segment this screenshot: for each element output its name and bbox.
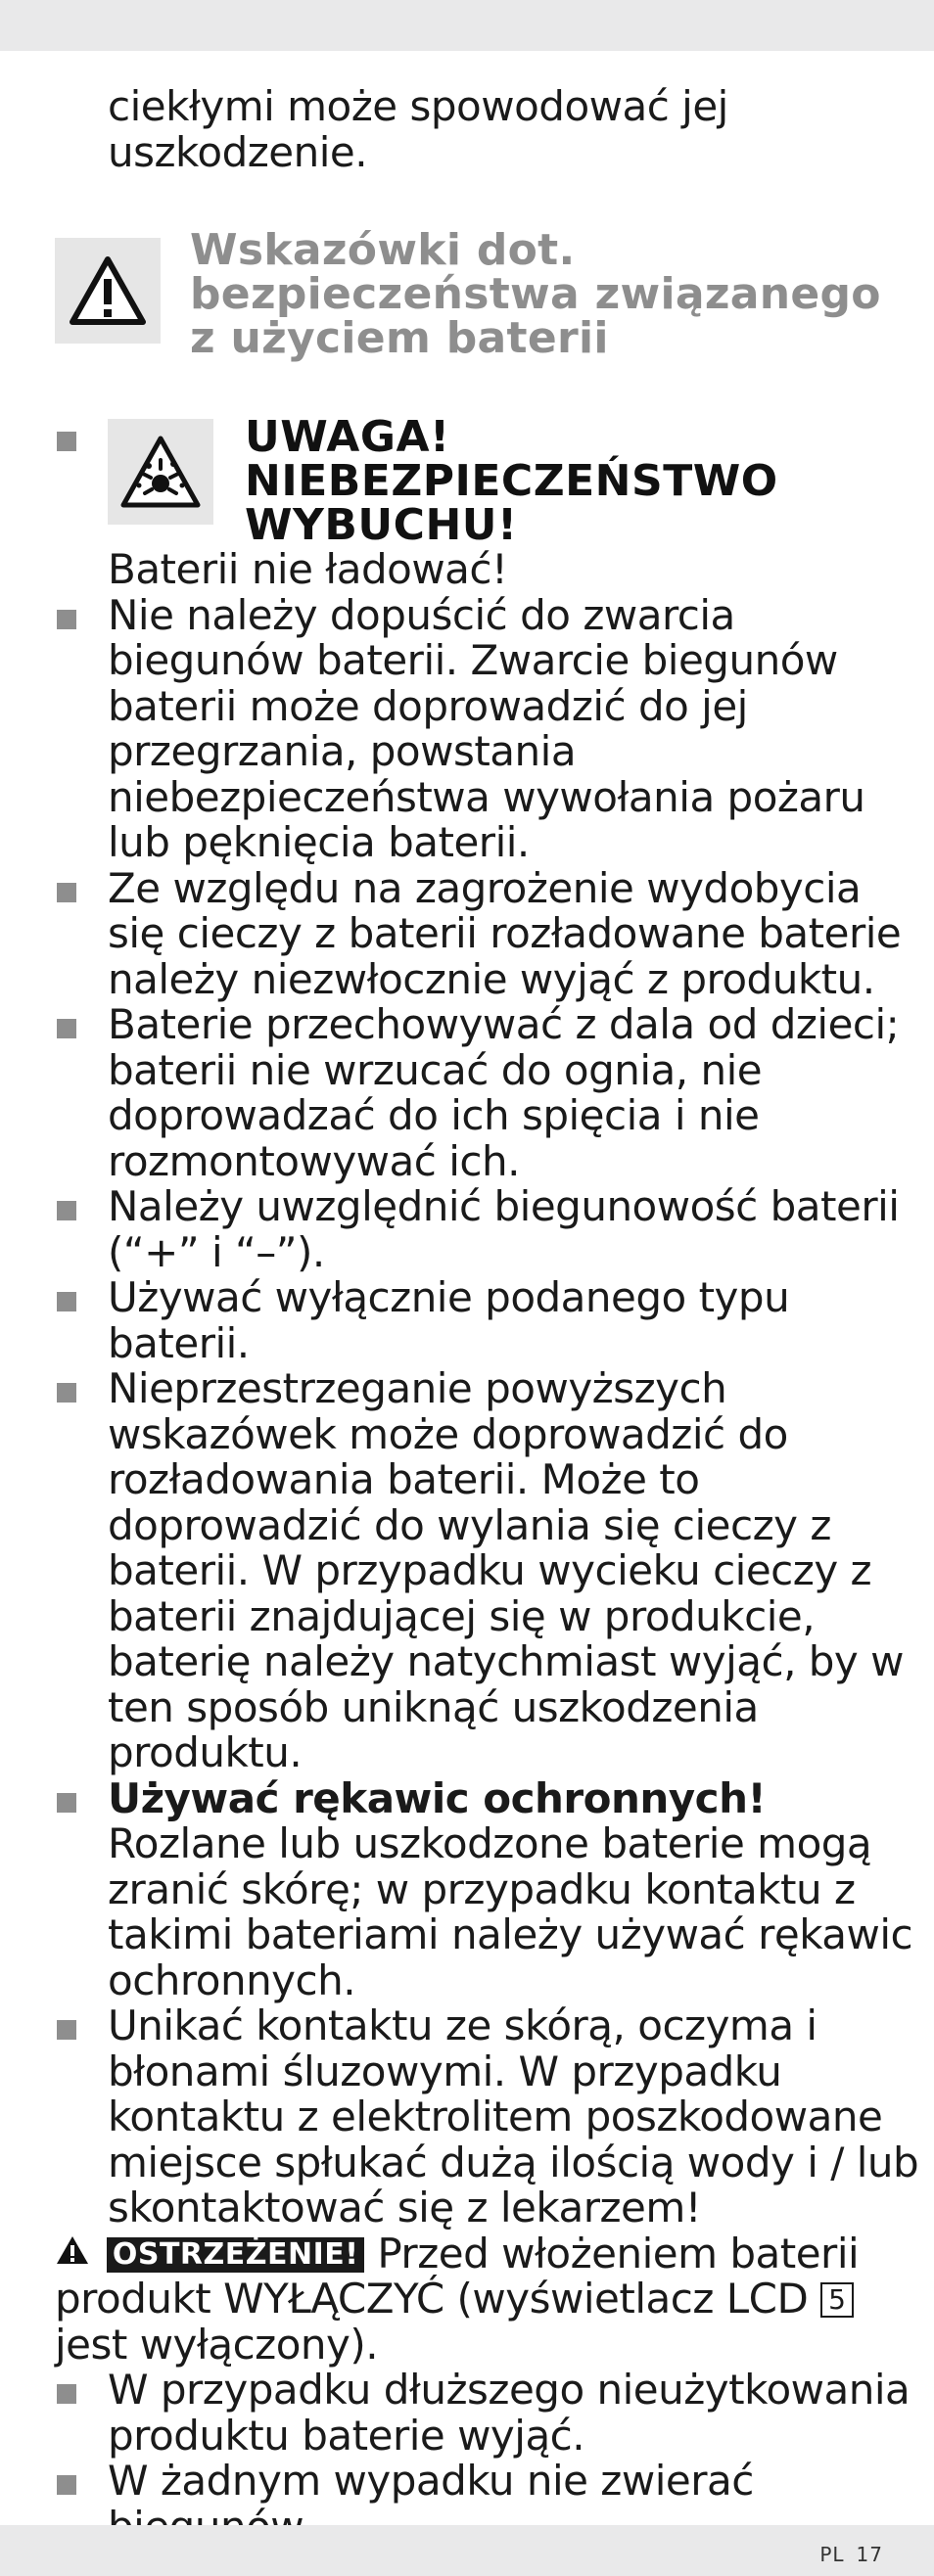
list-item: Baterie przechowywać z dala od dzieci; baterii nie wrzucać do ognia, nie doprowadzać do ich spięcia i nie rozmontowywać ich. [0,1002,934,1184]
danger-heading [108,412,934,550]
top-band [0,0,934,51]
bullet-square-icon [57,883,76,902]
list-item: W żadnym wypadku nie zwierać [0,2459,934,2550]
list-item-gloves: Używać rękawic ochronnych! Rozlane lub uszkodzone baterie mogą zranić skórę; w przypadku kontaktu z takimi bateriami należy używać rękawic ochronnych. [0,1776,934,2004]
gloves-title: Używać rękawic ochronnych! [108,1773,767,1822]
bottom-band [0,2525,934,2576]
bullet-square-icon [57,1292,76,1311]
explosion-hazard-icon [108,419,213,525]
warning-paragraph: OSTRZEŻENIE! Przed włożeniem baterii produkt WYŁĄCZYĆ (wyświetlacz LCD 5 jest wyłączony). [55,2229,860,2369]
list-item: Nie należy dopuścić do zwarcia biegunów baterii. Zwarcie biegunów baterii może doprowadzić do jej przegrzania, powstania niebezpieczeństwa wywołania pożaru lub pęknięcia baterii. [0,593,934,866]
section-heading [0,225,934,363]
language-code: PL [819,2543,845,2566]
list-item: W przypadku dłuższego nieużytkowania produktu baterie wyjąć. [0,2368,934,2459]
reference-number: 5 [820,2282,853,2318]
page-number [819,2543,883,2566]
bullet-square-icon [57,610,76,629]
bullet-square-icon [57,432,76,451]
warning-triangle-icon [55,2236,90,2268]
list-item: Należy uwzględnić biegunowość baterii (“+” i “–”). [0,1184,934,1275]
intro-paragraph: ciekłymi może spowodować jej uszkodzenie. [108,82,728,176]
bullet-square-icon [57,2020,76,2040]
list-item: Używać wyłącznie podanego typu baterii. [0,1275,934,1366]
bullet-square-icon [57,2384,76,2404]
warning-label: OSTRZEŻENIE! [107,2237,365,2273]
list-item: Ze względu na zagrożenie wydobycia się cieczy z baterii rozładowane baterie należy niezwłocznie wyjąć z produktu. [0,866,934,1003]
list-item-danger [0,412,934,593]
danger-text: Baterii nie ładować! [108,545,508,593]
warning-triangle-icon [55,238,161,344]
bullet-square-icon [57,2475,76,2495]
danger-title: UWAGA! NIEBEZPIECZEŃSTWO WYBUCHU! [245,412,778,550]
list-item: Unikać kontaktu ze skórą, oczyma i błonami śluzowymi. W przypadku kontaktu z elektrolitem poszkodowane miejsce spłukać dużą ilością wody i / lub skontaktować się z lekarzem! [0,2003,934,2231]
bullet-square-icon [57,1019,76,1038]
bullet-square-icon [57,1793,76,1813]
bullet-square-icon [57,1383,76,1403]
page-content [0,84,934,2550]
bullet-square-icon [57,1201,76,1220]
list-item: Nieprzestrzeganie powyższych wskazówek może doprowadzić do rozładowania baterii. Może to doprowadzić do wylania się cieczy z baterii. W przypadku wycieku cieczy z baterii znajdującej się w produkcie, baterię należy natychmiast wyjąć, by w ten sposób uniknąć uszkodzenia produktu. [0,1366,934,1776]
page-number-value: 17 [856,2543,883,2566]
section-title: Wskazówki dot. bezpieczeństwa związanego z użyciem baterii [190,225,881,363]
